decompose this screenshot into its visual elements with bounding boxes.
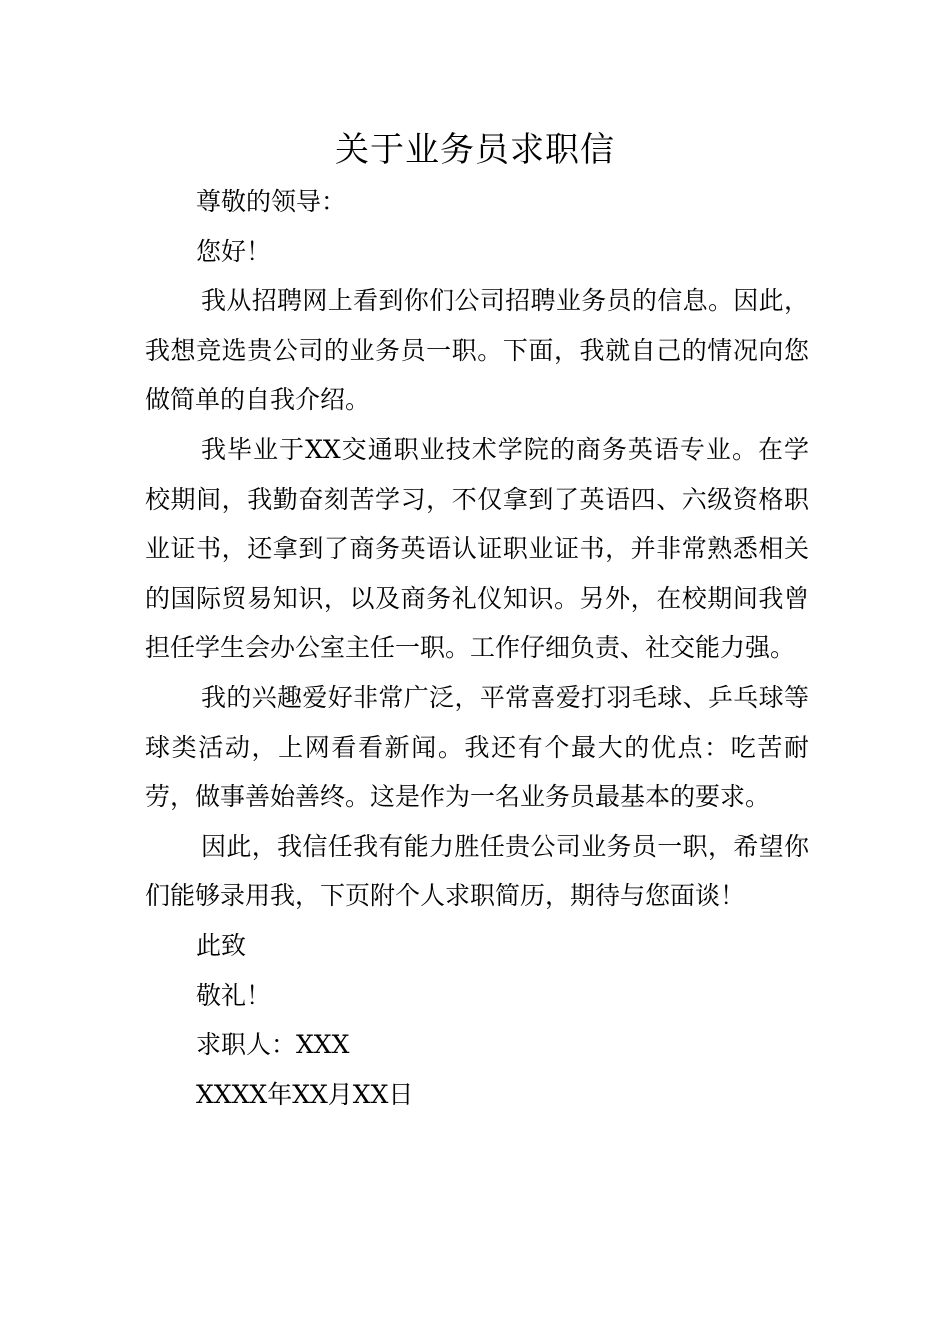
paragraph-1: 我从招聘网上看到你们公司招聘业务员的信息。因此，我想竞选贵公司的业务员一职。下面，我就自己的情况向您做简单的自我介绍。 — [145, 286, 809, 415]
closing-line-2: 敬礼！ — [196, 980, 272, 1010]
paragraph-2: 我毕业于XX交通职业技术学院的商务英语专业。在学校期间，我勤奋刻苦学习，不仅拿到了英语四、六级资格职业证书，还拿到了商务英语认证职业证书，并非常熟悉相关的国际贸易知识，以及商务礼仪知识。另外，在校期间我曾担任学生会办公室主任一职。工作仔细负责、社交能力强。 — [145, 434, 809, 663]
greeting: 您好！ — [196, 236, 272, 266]
page-title: 关于业务员求职信 — [335, 130, 615, 170]
closing-line-1: 此致 — [196, 930, 247, 960]
paragraph-4: 因此，我信任我有能力胜任贵公司业务员一职，希望你们能够录用我，下页附个人求职简历，期待与您面谈！ — [145, 831, 809, 911]
applicant-signature: 求职人：XXX — [196, 1030, 350, 1060]
paragraph-3: 我的兴趣爱好非常广泛，平常喜爱打羽毛球、乒乓球等球类活动，上网看看新闻。我还有个最大的优点：吃苦耐劳，做事善始善终。这是作为一名业务员最基本的要求。 — [145, 682, 809, 812]
letter-date: XXXX年XX月XX日 — [196, 1079, 414, 1109]
letter-body — [145, 177, 809, 1119]
salutation: 尊敬的领导： — [196, 187, 347, 216]
